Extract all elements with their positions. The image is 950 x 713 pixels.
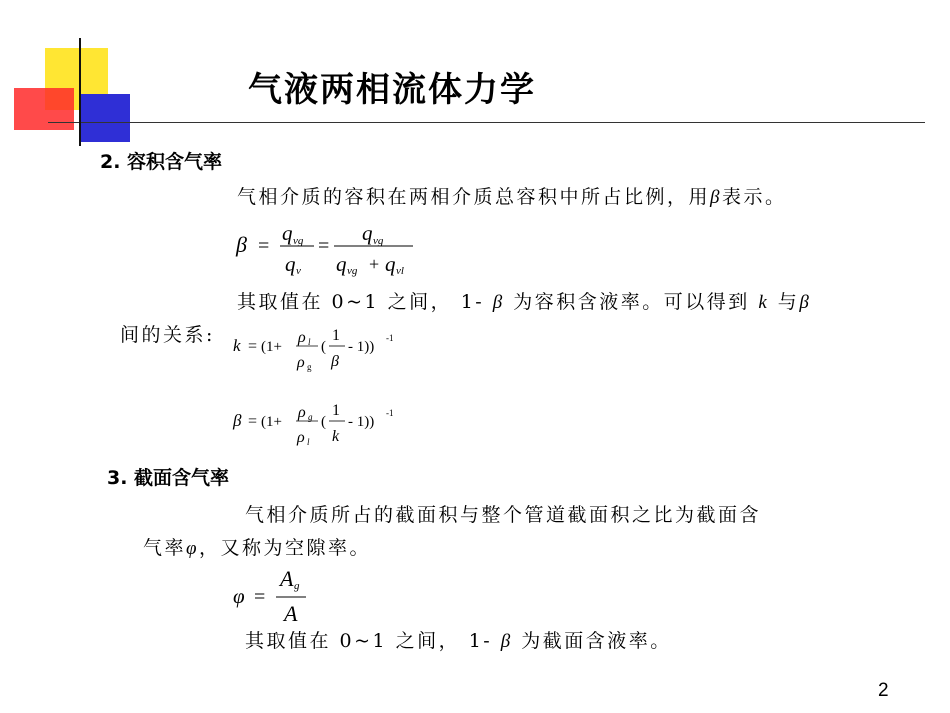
section-3-definition-line2	[143, 533, 371, 560]
section-3-range-text	[245, 626, 672, 653]
header-vertical-rule	[79, 38, 81, 146]
phi-num-sub: g	[294, 580, 300, 592]
formula-b-frac-num: 1	[332, 402, 340, 419]
formula-b-frac-den: k	[332, 428, 340, 445]
frac2-den-b: q	[385, 252, 396, 276]
formula-k-open2: (	[321, 339, 326, 355]
formula-eq1: =	[258, 235, 270, 257]
range-k: k	[758, 292, 770, 313]
formula-b-open2: (	[321, 414, 326, 430]
formula-k-relation	[228, 318, 408, 380]
formula-b-open: (1+	[261, 414, 282, 430]
formula-k-num-sub: l	[308, 337, 311, 347]
frac1-num: q	[282, 221, 293, 245]
formula-beta-relation	[228, 393, 408, 455]
formula-b-den: ρ	[297, 429, 305, 446]
range-beta2: β	[799, 292, 812, 313]
frac2-den-plus: +	[369, 254, 380, 274]
formula-b-exp: -1	[386, 408, 394, 418]
frac2-num: q	[362, 221, 373, 245]
section-2-heading: 2. 容积含气率	[100, 151, 223, 173]
beta-symbol: β	[710, 187, 722, 208]
phi-lhs: φ	[233, 584, 245, 608]
formula-b-den-sub: l	[307, 437, 310, 447]
formula-k-den: ρ	[297, 354, 305, 371]
formula-k-exp: -1	[386, 333, 394, 343]
section-2-range-text	[237, 287, 811, 314]
formula-b-num: ρ	[298, 404, 306, 421]
formula-b-eq: =	[248, 413, 258, 430]
phi-num: A	[280, 566, 294, 591]
frac1-num-sub: vg	[293, 235, 304, 247]
formula-b-lhs: β	[233, 411, 242, 430]
phi-den: A	[284, 601, 298, 626]
frac2-den-a: q	[336, 252, 347, 276]
range-and: 与	[769, 291, 800, 313]
frac2-den-b-sub: vl	[396, 265, 404, 277]
formula-k-den-sub: g	[307, 362, 312, 372]
definition-text-post: 表示。	[721, 186, 787, 208]
header-rule	[48, 122, 925, 123]
formula-k-eq: =	[248, 338, 258, 355]
formula-k-num: ρ	[298, 329, 306, 346]
formula-k-frac-num: 1	[332, 327, 340, 344]
frac1-den: q	[285, 252, 296, 276]
formula-b-tail: - 1))	[348, 414, 375, 430]
section-3-heading: 3. 截面含气率	[107, 467, 230, 489]
formula-k-frac-den: β	[331, 353, 339, 370]
formula-k-open: (1+	[261, 339, 282, 355]
frac1-den-sub: v	[296, 265, 301, 277]
section-3-definition-line1: 气相介质所占的截面积与整个管道截面积之比为截面含	[245, 504, 762, 526]
formula-void-fraction	[230, 560, 320, 626]
s3-range-post: 为截面含液率。	[512, 630, 672, 652]
frac2-den-a-sub: vg	[347, 265, 358, 277]
range-pre: 其取值在 0~1 之间， 1-	[237, 291, 493, 313]
phi-eq: =	[254, 586, 266, 608]
logo-blue-square	[80, 94, 130, 142]
definition-text-pre: 气相介质的容积在两相介质总容积中所占比例，用	[237, 186, 711, 208]
section-2-definition	[237, 182, 787, 209]
formula-k-lhs: k	[233, 336, 241, 355]
formula-eq2: =	[318, 235, 330, 257]
formula-lhs: β	[236, 232, 247, 257]
definition-line2-pre: 气率	[143, 537, 187, 559]
formula-volume-fraction	[230, 210, 430, 282]
formula-k-tail: - 1))	[348, 339, 375, 355]
logo-red-square	[14, 88, 74, 130]
slide-title: 气液两相流体力学	[248, 70, 536, 110]
s3-range-pre: 其取值在 0~1 之间， 1-	[245, 630, 501, 652]
range-beta: β	[492, 292, 505, 313]
page-number: 2	[878, 680, 889, 701]
range-post: 为容积含液率。可以得到	[504, 291, 759, 313]
definition-line2-post: ，又称为空隙率。	[199, 537, 372, 559]
frac2-num-sub: vg	[373, 235, 384, 247]
phi-symbol: φ	[186, 538, 200, 559]
formula-b-num-sub: g	[308, 412, 313, 422]
section-2-relation-label: 间的关系:	[120, 324, 215, 346]
s3-range-beta: β	[500, 631, 513, 652]
